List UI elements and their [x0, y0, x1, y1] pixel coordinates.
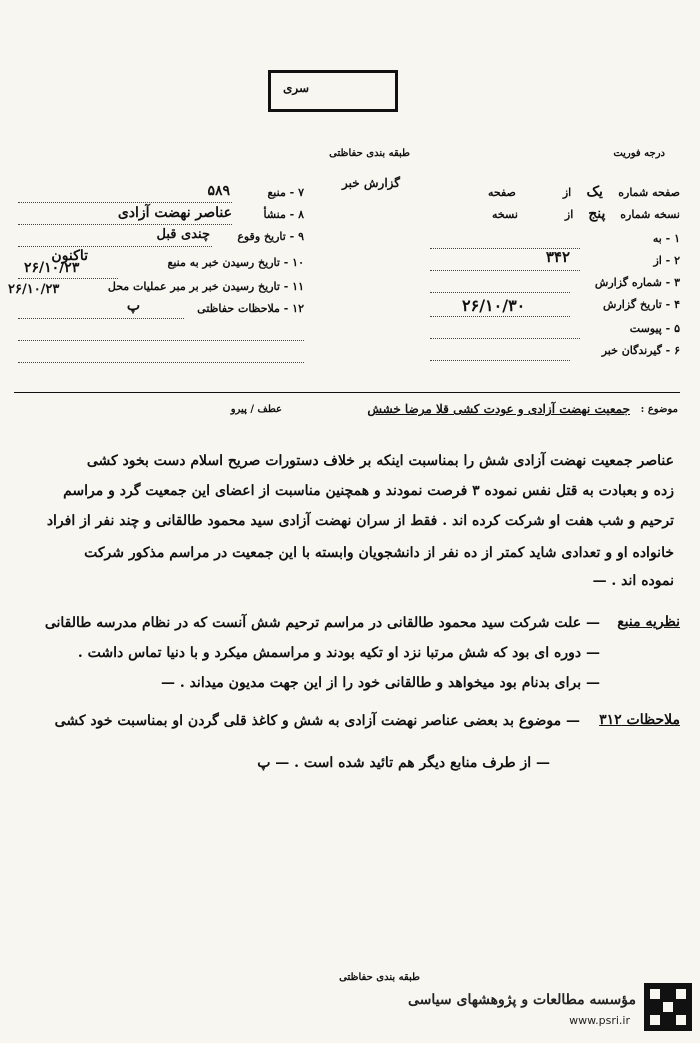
field-source-label: ۷ - منبع: [267, 186, 304, 199]
field-security-notes-line: [18, 318, 184, 319]
body-line-1: عناصر جمعیت نهضت آزادی شش را بمناسبت اینکه بر خلاف دستورات صریح اسلام دست بخود کشی: [86, 453, 674, 469]
field-copy-number: نسخه شماره پنج از نسخه: [492, 206, 680, 222]
body-line-2: زده و بعبادت به قتل نفس نموده ۳ فرصت نمودند و همچنین مناسبت از اعضای این جمعیت گرد و مراسم: [63, 483, 674, 499]
header-separator: [14, 392, 680, 393]
field-report-number-label: ۳ - شماره گزارش: [594, 276, 680, 289]
field-from-line: [430, 270, 580, 271]
field-security-notes-label: ۱۲ - ملاحظات حفاظتی: [197, 302, 304, 315]
field-ops-date-label: ۱۱ - تاریخ رسیدن خبر بر مبر عملیات محل: [107, 280, 304, 293]
remarks-312-line-1: — موضوع بد بعضی عناصر نهضت آزادی به شش و کاغذ قلی گردن او بمناسبت خود کشی: [54, 713, 580, 729]
field-attachment-line: [430, 338, 580, 339]
body-line-5: نموده اند . —: [592, 573, 674, 589]
field-receipt-date-label: ۱۰ - تاریخ رسیدن خبر به منبع: [167, 256, 304, 269]
classification-stamp: [268, 70, 398, 112]
field-to-label: ۱ - به: [652, 232, 680, 245]
remarks-312-line-2: — از طرف منابع دیگر هم تائید شده است . — پ: [257, 755, 550, 771]
field-from-value: ۳۴۲: [545, 248, 570, 266]
field-origin-line: [18, 224, 232, 225]
field-report-date-line: [430, 316, 570, 317]
source-opinion-line-1: — علت شرکت سید محمود طالقانی در مراسم ترحیم شش آنست که در نظام مدرسه طالقانی: [44, 615, 600, 631]
field-ops-date-value: ۲۶/۱۰/۲۳: [8, 282, 60, 297]
field-security-notes-value: پ: [126, 298, 140, 314]
subject-text: جمعیت نهضت آزادی و عودت کشی قلا مرضا خشش: [367, 402, 630, 416]
institute-name: مؤسسه مطالعات و پژوهشهای سیاسی: [408, 992, 636, 1008]
blank-line-1: [18, 340, 304, 341]
field-source-value: ۵۸۹: [207, 183, 230, 199]
source-opinion-line-2: — دوره ای بود که شش مرتبا نزد او تکیه بودند و مراسمش میکرد و با دنیا تماس داشت .: [77, 645, 600, 661]
field-recipients-line: [430, 360, 570, 361]
institute-url[interactable]: www.psri.ir: [569, 1014, 630, 1027]
field-receipt-date-value: ۲۶/۱۰/۲۳: [24, 260, 80, 276]
field-occurrence-date-value: چندی قبل: [156, 227, 210, 242]
body-line-3: ترحیم و شب هفت او شرکت کرده اند . فقط از سران نهضت آزادی سید محمود طالقانی و چند نفر از افراد: [46, 513, 674, 529]
blank-line-2: [18, 362, 304, 363]
stamp-text: سری: [283, 81, 310, 95]
urgency-label: درجه فوریت: [613, 148, 665, 159]
field-occurrence-date-label: ۹ - تاریخ وقوع: [237, 230, 304, 243]
body-line-4: خانواده او و تعدادی شاید کمتر از ده نفر از دانشجویان وابسته با این جمعیت در مراسم مذکور شرکت: [84, 545, 674, 561]
field-origin-label: ۸ - منشأ: [263, 208, 304, 221]
remarks-312-label: ملاحظات ۳۱۲: [599, 712, 680, 728]
subject-label: موضوع :: [640, 404, 678, 415]
source-opinion-label: نظریه منبع: [617, 614, 680, 630]
classification-label: طبقه بندی حفاظتی: [329, 148, 410, 159]
field-occurrence-date-line: [18, 246, 212, 247]
field-source-line: [18, 202, 232, 203]
field-from-label: ۲ - از: [653, 254, 680, 267]
atf-label: عطف / پیرو: [230, 404, 282, 415]
field-attachment-label: ۵ - پیوست: [629, 322, 680, 335]
footer-classification-label: طبقه بندی حفاظتی: [339, 972, 420, 983]
annotation-takonun: تاکنون: [51, 248, 88, 264]
institute-logo: [644, 983, 692, 1031]
field-page-number: صفحه شماره یک از صفحه: [487, 184, 680, 200]
field-origin-value: عناصر نهضت آزادی: [117, 205, 232, 221]
field-receipt-date-line: [18, 278, 118, 279]
field-report-number-line: [430, 292, 570, 293]
field-report-date-label: ۴ - تاریخ گزارش: [603, 298, 680, 311]
source-opinion-line-3: — برای بدنام بود میخواهد و طالقانی خود را از این جهت مدیون میداند . —: [160, 675, 600, 691]
report-title: گزارش خبر: [342, 176, 400, 190]
field-recipients-label: ۶ - گیرندگان خبر: [601, 344, 680, 357]
field-report-date-value: ۲۶/۱۰/۳۰: [462, 296, 526, 315]
